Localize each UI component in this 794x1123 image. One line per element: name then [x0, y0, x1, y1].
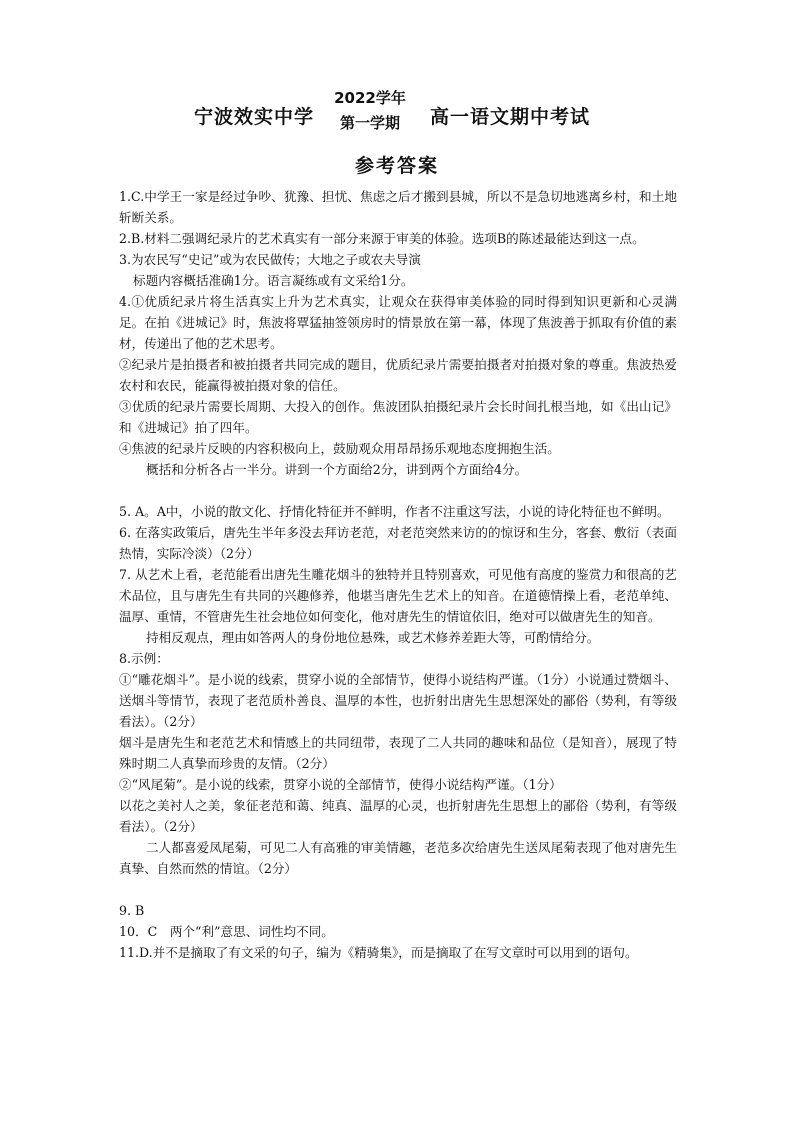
answer-q4-point3: ③优质的纪录片需要长周期、大投入的创作。焦波团队拍摄纪录片会长时间扎根当地，如《出山记》和《进城记》拍了四年。: [119, 399, 677, 435]
answer-q8-example1: ①“雕花烟斗”。是小说的线索，贯穿小说的全部情节，使得小说结构严谨。（1分）小说通过赞烟斗、送烟斗等情节，表现了老范质朴善良、温厚的本性，也折射出唐先生思想深处的鄙俗（势利，有等级看法）。（2分）: [119, 672, 677, 729]
answer-q3: 3.为农民写“史记”或为农民做传；大地之子或农夫导演: [119, 252, 421, 267]
school-name: 宁波效实中学: [194, 106, 315, 128]
answer-q4-point2: ②纪录片是拍摄者和被拍摄者共同完成的题目，优质纪录片需要拍摄者对拍摄对象的尊重。焦波热爱农村和农民，能赢得被拍摄对象的信任。: [119, 357, 677, 393]
answer-q4-point4: ④焦波的纪录片反映的内容积极向上，鼓励观众用昂昂扬乐观地态度拥抱生活。: [119, 441, 560, 456]
answer-q5: 5. A。A中，小说的散文化、抒情化特征并不鲜明，作者不注重这写法，小说的诗化特征也不鲜明。: [119, 504, 670, 519]
document-header: [0, 84, 794, 140]
exam-title: 高一语文期中考试: [430, 106, 591, 128]
answer-q7: 7. 从艺术上看，老范能看出唐先生雕花烟斗的独特并且特别喜欢，可见他有高度的鉴赏力和很高的艺术品位，且与唐先生有共同的兴趣修养，他堪当唐先生艺术上的知音。在道德情操上看，老范单纯、温厚、重情，不管唐先生社会地位如何变化，他对唐先生的情谊依旧，绝对可以做唐先生的知音。: [119, 567, 677, 624]
answer-q11: 11.D.并不是摘取了有文采的句子，编为《精骑集》，而是摘取了在写文章时可以用到的语句。: [119, 945, 638, 960]
answer-q2: 2.B.材料二强调纪录片的艺术真实有一部分来源于审美的体验。选项B的陈述最能达到这一点。: [119, 231, 645, 246]
answer-q7-scoring: 持相反观点，理由如答两人的身份地位悬殊，或艺术修养差距大等，可酌情给分。: [146, 630, 600, 645]
answer-q4-scoring: 概括和分析各占一半分。讲到一个方面给2分，讲到两个方面给4分。: [146, 462, 528, 477]
spacer: [119, 879, 677, 900]
answer-q8-example2-cont: 以花之美衬人之美，象征老范和蔼、纯真、温厚的心灵，也折射唐先生思想上的鄙俗（势利，有等级看法）。（2分）: [119, 798, 677, 834]
page-title: 参考答案: [354, 155, 439, 177]
answer-q1: 1.C.中学王一家是经过争吵、犹豫、担忧、焦虑之后才搬到县城，所以不是急切地逃离乡村，和土地斩断关系。: [119, 189, 677, 225]
answer-q4-point1: 4.①优质纪录片将生活真实上升为艺术真实，让观众在获得审美体验的同时得到知识更新和心灵满足。在拍《进城记》时，焦波将覃猛抽签领房时的情景放在第一幕，体现了焦波善于抓取有价值的素材，传递出了他的艺术思考。: [119, 294, 677, 351]
answer-q3-scoring: 标题内容概括准确1分。语言凝练或有文采给1分。: [133, 273, 414, 288]
answer-q10: 10．C 两个“利”意思、词性均不同。: [119, 924, 334, 939]
answer-q8-example1-cont: 烟斗是唐先生和老范艺术和情感上的共同纽带，表现了二人共同的趣味和品位（是知音），展现了特殊时期二人真挚而珍贵的友情。（2分）: [119, 735, 677, 771]
spacer: [119, 480, 677, 501]
year-term-block: [324, 86, 416, 136]
answer-q8-heading: 8.示例：: [119, 651, 169, 666]
answer-q8-example2: ②“风尾菊”。是小说的线索，贯穿小说的全部情节，使得小说结构严谨。（1分）: [119, 777, 562, 792]
answer-body: [119, 186, 677, 963]
school-year: 2022学年: [334, 89, 406, 107]
school-term: 第一学期: [339, 114, 400, 132]
answer-q9: 9. B: [119, 903, 145, 918]
answer-q6: 6. 在落实政策后，唐先生半年多没去拜访老范，对老范突然来访的的惊讶和生分，客套、敷衍（表面热情，实际冷淡）（2分）: [119, 525, 677, 561]
answer-q8-example2-summary: 二人都喜爱凤尾菊，可见二人有高雅的审美情趣，老范多次给唐先生送凤尾菊表现了他对唐先生真挚、自然而然的情谊。（2分）: [119, 840, 677, 876]
